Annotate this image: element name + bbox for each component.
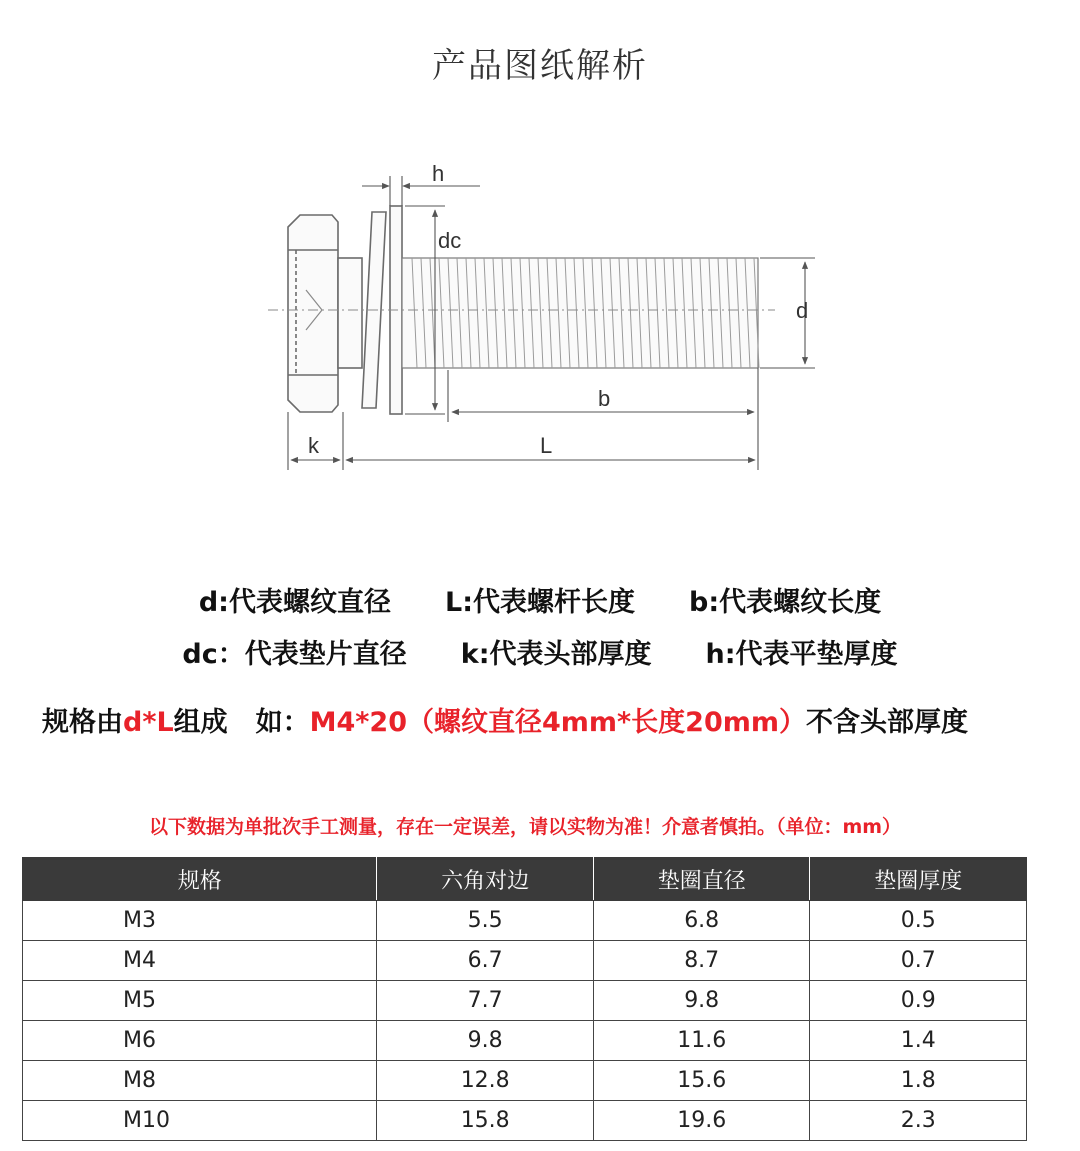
page-title: 产品图纸解析 — [432, 46, 648, 86]
table-cell: M6 — [23, 1021, 377, 1061]
bolt-drawing — [0, 150, 1080, 490]
table-cell: 0.7 — [810, 941, 1027, 981]
label-b: b — [598, 386, 611, 411]
spec-middle: 组成 — [173, 707, 228, 738]
table-cell: 1.4 — [810, 1021, 1027, 1061]
table-cell: 9.8 — [377, 1021, 594, 1061]
table-cell: 0.9 — [810, 981, 1027, 1021]
table-cell: 15.8 — [377, 1101, 594, 1141]
legend-row-1 — [0, 580, 1080, 619]
table-cell: 11.6 — [593, 1021, 810, 1061]
table-cell: 15.6 — [593, 1061, 810, 1101]
spec-table — [22, 857, 1027, 1141]
label-k: k — [308, 433, 319, 458]
legend-d: d:代表螺纹直径 — [198, 587, 391, 618]
table-cell: 0.5 — [810, 901, 1027, 941]
legend-h: h:代表平垫厚度 — [705, 639, 898, 670]
header-hex-width: 六角对边 — [377, 858, 594, 901]
table-cell: 6.7 — [377, 941, 594, 981]
spec-example-label: 如： — [255, 707, 310, 738]
spec-prefix: 规格由 — [42, 707, 123, 738]
table-cell: 19.6 — [593, 1101, 810, 1141]
measurement-notice: 以下数据为单批次手工测量，存在一定误差，请以实物为准！介意者慎拍。（单位：mm） — [148, 816, 902, 838]
table-cell: M10 — [23, 1101, 377, 1141]
legend-k: k:代表头部厚度 — [460, 639, 652, 670]
spec-format-note — [42, 700, 1052, 739]
table-cell: 6.8 — [593, 901, 810, 941]
table-cell: 9.8 — [593, 981, 810, 1021]
header-spec: 规格 — [23, 858, 377, 901]
table-cell: 8.7 — [593, 941, 810, 981]
spec-suffix: 不含头部厚度 — [806, 707, 969, 738]
table-cell: M5 — [23, 981, 377, 1021]
table-cell: 7.7 — [377, 981, 594, 1021]
label-dc: dc — [438, 228, 462, 253]
table-cell: 5.5 — [377, 901, 594, 941]
legend-dc: dc：代表垫片直径 — [182, 639, 407, 670]
spec-formula: d*L — [123, 707, 174, 738]
bolt-head — [288, 215, 338, 412]
table-row — [23, 1021, 1027, 1061]
table-header-row — [23, 858, 1027, 901]
table-row — [23, 981, 1027, 1021]
table-cell: 2.3 — [810, 1101, 1027, 1141]
label-d: d — [796, 298, 809, 323]
label-h: h — [432, 161, 445, 186]
table-row — [23, 1101, 1027, 1141]
table-cell: 12.8 — [377, 1061, 594, 1101]
legend-L: L:代表螺杆长度 — [444, 587, 635, 618]
bolt-collar — [338, 258, 362, 368]
label-L: L — [540, 433, 553, 458]
header-washer-diameter: 垫圈直径 — [593, 858, 810, 901]
legend-row-2 — [0, 632, 1080, 671]
legend-b: b:代表螺纹长度 — [689, 587, 882, 618]
table-row — [23, 901, 1027, 941]
header-washer-thickness: 垫圈厚度 — [810, 858, 1027, 901]
spec-example: M4*20（螺纹直径4mm*长度20mm） — [309, 707, 807, 738]
table-cell: M3 — [23, 901, 377, 941]
table-cell: M8 — [23, 1061, 377, 1101]
table-row — [23, 941, 1027, 981]
table-row — [23, 1061, 1027, 1101]
table-cell: M4 — [23, 941, 377, 981]
table-cell: 1.8 — [810, 1061, 1027, 1101]
